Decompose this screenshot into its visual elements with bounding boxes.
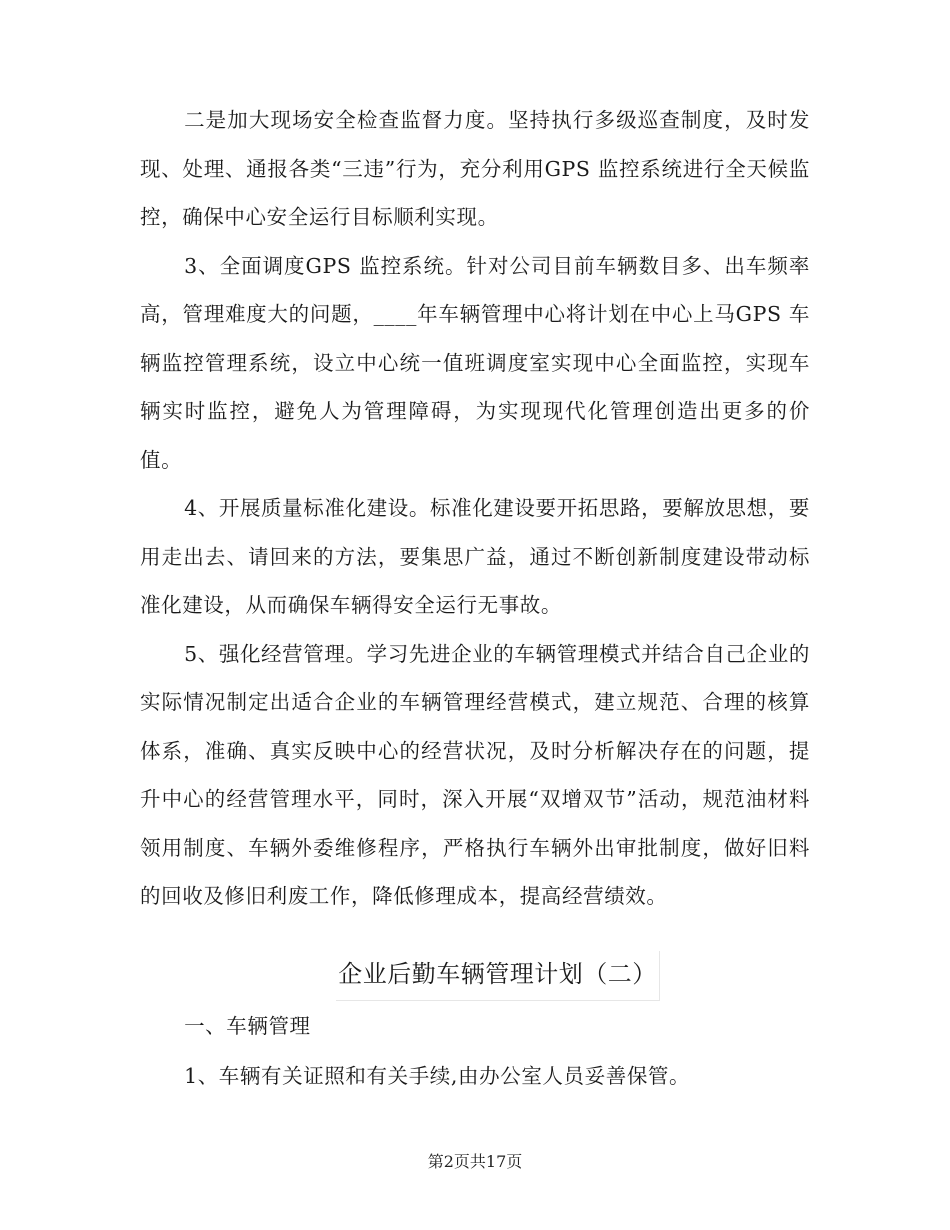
paragraph-operations: 5、强化经营管理。学习先进企业的车辆管理模式并结合自己企业的实际情况制定出适合企业的车辆管理经营模式，建立规范、合理的核算体系，准确、真实反映中心的经营状况，及时分析解决存在的问题，提升中心的经营管理水平，同时，深入开展“双增双节”活动，规范油材料领用制度、车辆外委维修程序，严格执行车辆外出审批制度，做好旧料的回收及修旧利废工作，降低修理成本，提高经营绩效。 <box>140 641 810 908</box>
document-title: 企业后勤车辆管理计划（二） <box>336 951 660 1001</box>
body-text <box>140 96 810 921</box>
section-heading: 一、车辆管理 <box>184 1014 311 1038</box>
paragraph-supervision: 二是加大现场安全检查监督力度。坚持执行多级巡查制度，及时发现、处理、通报各类“三违”行为，充分利用GPS 监控系统进行全天候监控，确保中心安全运行目标顺利实现。 <box>140 108 810 229</box>
page-number: 第2页共17页 <box>427 1152 523 1171</box>
list-item: 1、车辆有关证照和有关手续,由办公室人员妥善保管。 <box>184 1064 691 1088</box>
paragraph-standardization: 4、开展质量标准化建设。标准化建设要开拓思路，要解放思想，要用走出去、请回来的方法，要集思广益，通过不断创新制度建设带动标准化建设，从而确保车辆得安全运行无事故。 <box>140 496 810 617</box>
paragraph-gps-dispatch: 3、全面调度GPS 监控系统。针对公司目前车辆数目多、出车频率高，管理难度大的问题，____年车辆管理中心将计划在中心上马GPS 车辆监控管理系统，设立中心统一值班调度室实现中心全面监控，实现车辆实时监控，避免人为管理障碍，为实现现代化管理创造出更多的价值。 <box>140 253 810 472</box>
